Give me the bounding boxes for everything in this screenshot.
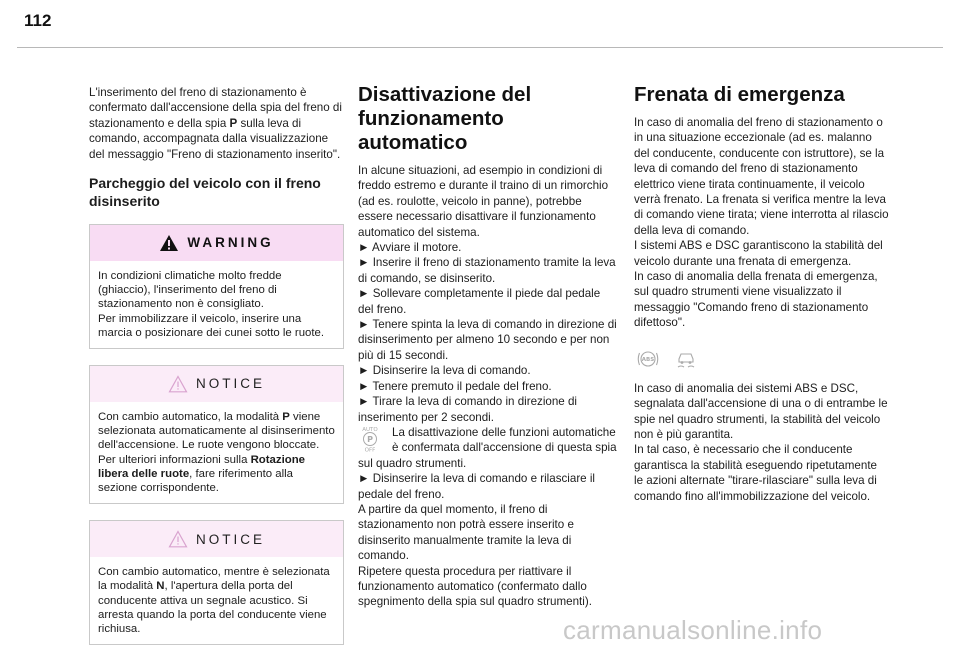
step-5: ► Disinserire la leva di comando.	[358, 364, 531, 378]
notice-title-2: NOTICE	[195, 531, 265, 547]
heading-disable-auto: Disattivazione del funzionamento automatico	[358, 83, 532, 154]
top-divider	[17, 47, 943, 48]
warning-triangle-icon	[159, 234, 179, 252]
notice-1-text-2: Per ulteriori informazioni sulla Rotazione libera delle ruote, fare riferimento alla sezione corrispondente.	[98, 453, 306, 495]
auto-park-off-icon	[358, 425, 382, 453]
confirm-block	[358, 425, 618, 471]
emergency-p4: In caso di anomalia dei sistemi ABS e DSC, segnalata dall'accensione di una o di entrambe le spie nel quadro strumenti, la stabilità del veicolo non è più garantita.	[634, 381, 888, 441]
step-4: ► Tenere spinta la leva di comando in direzione di disinserimento per almeno 10 secondo e per non più di 15 secondi.	[358, 318, 617, 362]
page-number: 112	[24, 11, 52, 30]
abs-icon	[636, 347, 660, 371]
svg-text:ABS: ABS	[641, 356, 655, 363]
subheading-parking: Parcheggio del veicolo con il freno disinserito	[89, 175, 321, 210]
notice-title-1: NOTICE	[195, 376, 265, 392]
step-7: ► Tirare la leva di comando in direzione di inserimento per 2 secondi.	[358, 395, 577, 424]
warning-text-2: Per immobilizzare il veicolo, inserire una marcia o posizionare dei cunei sotto le ruote.	[98, 312, 325, 339]
step-last: ► Disinserire la leva di comando e rilasciare il pedale del freno.	[358, 472, 595, 501]
step-3: ► Sollevare completamente il piede dal pedale del freno.	[358, 287, 601, 316]
watermark: carmanualsonline.info	[563, 615, 823, 645]
svg-text:AUTO: AUTO	[362, 426, 378, 433]
svg-text:P: P	[367, 434, 373, 444]
after-text: A partire da quel momento, il freno di stazionamento non potrà essere inserito e disinserito manualmente tramite la leva di comando.	[358, 502, 574, 563]
intro-paragraph: L'inserimento del freno di stazionamento è confermato dall'accensione della spia del freno di stazionamento e della spia P sulla leva di comando, accompagnata dalla visualizzazione del messaggio "Freno di stazionamento inserito".	[89, 86, 342, 161]
notice-header-1	[90, 366, 343, 402]
svg-text:OFF: OFF	[364, 447, 376, 453]
dsc-icon	[674, 347, 698, 371]
notice-body-1	[90, 402, 343, 503]
warning-header	[90, 225, 343, 261]
warning-box	[89, 224, 344, 349]
warning-text: In condizioni climatiche molto fredde (ghiaccio), l'inserimento del freno di stazionamento non è consigliato.	[98, 270, 282, 311]
notice-box-2	[89, 520, 344, 645]
notice-body-2	[90, 557, 343, 644]
heading-emergency-braking: Frenata di emergenza	[634, 83, 845, 106]
warning-lights-row	[636, 347, 889, 371]
column-2	[358, 83, 618, 610]
notice-triangle-icon	[168, 375, 188, 393]
emergency-p2: I sistemi ABS e DSC garantiscono la stabilità del veicolo durante una frenata di emergenza.	[634, 239, 883, 268]
disable-intro: In alcune situazioni, ad esempio in condizioni di freddo estremo e durante il traino di un rimorchio (ad es. roulotte, veicolo in panne), potrebbe essere necessario disattivare il funzionamento automatico del sistema.	[358, 164, 609, 239]
notice-1-text: Con cambio automatico, la modalità P viene selezionata automaticamente al disinserimento dell'accensione. Le ruote vengono bloccate.	[98, 411, 335, 452]
step-6: ► Tenere premuto il pedale del freno.	[358, 379, 552, 393]
step-1: ► Avviare il motore.	[358, 241, 462, 255]
column-3	[634, 83, 889, 504]
notice-header-2	[90, 521, 343, 557]
column-1	[89, 85, 344, 645]
notice-triangle-icon	[168, 530, 188, 548]
repeat-text: Ripetere questa procedura per riattivare il funzionamento automatico (confermato dallo spegnimento della spia sul quadro strumenti).	[358, 564, 592, 609]
warning-title: WARNING	[187, 235, 274, 251]
step-2: ► Inserire il freno di stazionamento tramite la leva di comando, se disinserito.	[358, 256, 616, 285]
emergency-p3: In caso di anomalia della frenata di emergenza, sul quadro strumenti viene visualizzato il messaggio "Comando freno di stazionamento difettoso".	[634, 270, 878, 330]
emergency-p5: In tal caso, è necessario che il conducente garantisca la stabilità eseguendo ripetutamente le azioni alternate "tirare-rilasciare" sulla leva di comando fino all'immobilizzazione del veicolo.	[634, 443, 877, 503]
emergency-p1: In caso di anomalia del freno di stazionamento o in una situazione eccezionale (ad es. malanno del conducente, conducente con istruttore), se la leva di comando del freno di stazionamento elettrico viene tirata continuamente, il veicolo verrà frenato. La frenata si verifica mentre la leva di comando viene tirata; viene interrotta al rilascio della leva di comando.	[634, 116, 889, 237]
warning-body	[90, 261, 343, 348]
notice-box-1	[89, 365, 344, 504]
confirm-text: La disattivazione delle funzioni automatiche è confermata dall'accensione di questa spia sul quadro strumenti.	[358, 425, 617, 470]
notice-2-text: Con cambio automatico, mentre è selezionata la modalità N, l'apertura della porta del conducente attiva un segnale acustico. Si arresta quando la porta del conducente viene richiusa.	[98, 566, 330, 636]
